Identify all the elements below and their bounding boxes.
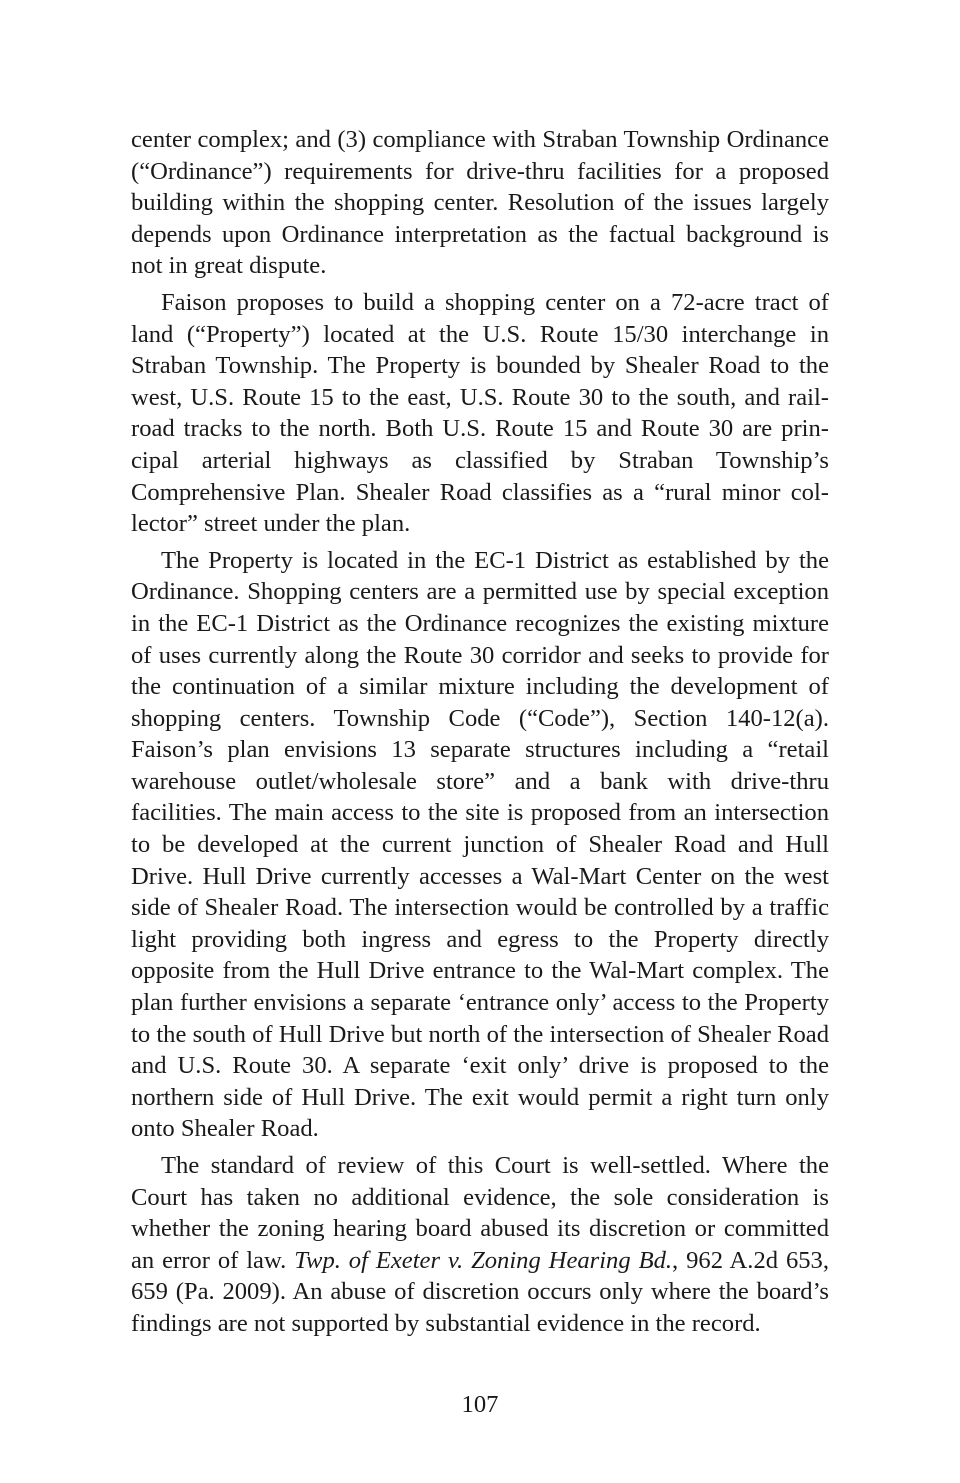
paragraph-2: Faison proposes to build a shopping center on a 72-acre tract of land (“Property”) located at the U.S. Route 15/30 interchange in Straban Township. The Property is bounded by Shealer Road to the west, U.S. Route 15 to the east, U.S. Route 30 to the south, and railroad tracks to the north. Both U.S. Route 15 and Route 30 are principal arterial highways as classified by Straban Township’s Comprehensive Plan. Shealer Road classifies as a “rural minor collector” street under the plan. bbox=[131, 288, 829, 538]
document-body bbox=[131, 124, 829, 1345]
case-citation: Twp. of Exeter v. Zoning Hearing Bd. bbox=[294, 1246, 673, 1274]
citation-continuation: , 962 A.2d 653, 659 (Pa. 2009). An abuse of discretion occurs only where the board’s findings are not supported by substantial evidence in the record. bbox=[131, 1246, 830, 1337]
paragraph-3: The Property is located in the EC-1 District as established by the Ordinance. Shopping centers are a permitted use by special exception in the EC-1 District as the Ordinance recognizes the existing mixture of uses currently along the Route 30 corridor and seeks to provide for the continuation of a similar mixture including the development of shopping centers. Township Code (“Code”), Section 140-12(a). Faison’s plan envisions 13 separate structures including a “retail warehouse outlet/wholesale store” and a bank with drive-thru facilities. The main access to the site is proposed from an intersection to be developed at the current junction of Shealer Road and Hull Drive. Hull Drive currently accesses a Wal-Mart Center on the west side of Shealer Road. The intersection would be controlled by a traffic light providing both ingress and egress to the Property directly opposite from the Hull Drive entrance to the Wal-Mart complex. The plan further envisions a separate ‘entrance only’ access to the Property to the south of Hull Drive but north of the intersection of Shealer Road and U.S. Route 30. A separate ‘exit only’ drive is proposed to the northern side of Hull Drive. The exit would permit a right turn only onto Shealer Road. bbox=[131, 546, 829, 1143]
standard-of-review-text: The standard of review of this Court is well-settled. Where the Court has taken no additional evidence, the sole consideration is whether the zoning hearing board abused its discretion or committed an error of law. bbox=[131, 1152, 829, 1274]
page-number: 107 bbox=[461, 1391, 499, 1418]
paragraph-1: center complex; and (3) compliance with Straban Township Ordinance (“Ordinance”) requirements for drive-thru facilities for a proposed building within the shopping center. Resolution of the issues largely depends upon Ordinance interpretation as the factual background is not in great dispute. bbox=[131, 126, 829, 280]
paragraph-4 bbox=[131, 1150, 829, 1340]
